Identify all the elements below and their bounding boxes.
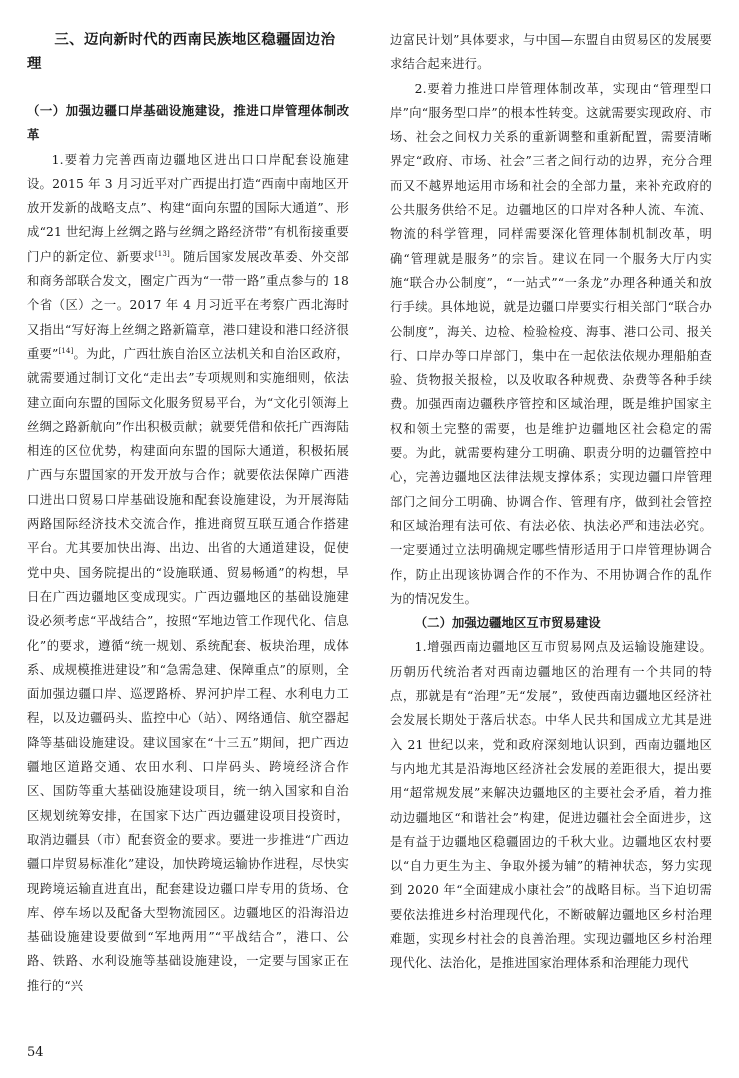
paragraph-1: [27, 148, 349, 998]
citation-14[interactable]: [14]: [58, 346, 74, 355]
paragraph-1-part-a: 1.要着力完善西南边疆地区进出口口岸配套设施建设。2015 年 3 月习近平对广西提出打造“西南中南地区开放开发新的战略支点”、构建“面向东盟的国际大通道”、形成“21 世纪海上丝绸之路与丝绸之路经济带”有机衔接重要门户的新定位、新要求: [27, 152, 349, 264]
right-column: [390, 28, 712, 976]
citation-13[interactable]: [13]: [154, 249, 170, 258]
subsection-title-2: （二）加强边疆地区互市贸易建设: [414, 615, 601, 631]
paragraph-1-part-b: 。随后国家发展改革委、外交部和商务部联合发文，圈定广西为“一带一路”重点参与的 18 个省（区）之一。2017 年 4 月习近平在考察广西北海时又指出“写好海上丝绸之路新篇章，港口建设和港口经济很重要”: [27, 249, 349, 361]
paragraph-2: 2.要着力推进口岸管理体制改革，实现由“管理型口岸”向“服务型口岸”的根本性转变。这就需要实现政府、市场、社会之间权力关系的重新调整和重新配置，需要清晰界定“政府、市场、社会”三者之间行动的边界，充分合理而又不越界地运用市场和社会的全部力量，来补充政府的公共服务供给不足。边疆地区的口岸对各种人流、车流、物流的科学管理，同样需要深化管理体制机制改革，明确“管理就是服务”的宗旨。建议在同一个服务大厅内实施“联合办公制度”，“一站式”“一条龙”办理各种通关和放行手续。具体地说，就是边疆口岸要实行相关部门“联合办公制度”，海关、边检、检验检疫、海事、港口公司、报关行、口岸办等口岸部门，集中在一起依法依规办理船舶查验、货物报关报检，以及收取各种规费、杂费等各种手续费。加强西南边疆秩序管控和区域治理，既是维护国家主权和领土完整的需要，也是维护边疆地区社会稳定的需要。为此，就需要构建分工明确、职责分明的边疆管控中心，完善边疆地区法律法规支撑体系；实现边疆口岸管理部门之间分工明确、协调合作、管理有序，做到社会管控和区域治理有法可依、有法必依、执法必严和违法必究。一定要通过立法明确规定哪些情形适用于口岸管理协调合作，防止出现该协调合作的不作为、不用协调合作的乱作为的情况发生。: [390, 81, 712, 606]
paragraph-3: 1.增强西南边疆地区互市贸易网点及运输设施建设。历朝历代统治者对西南边疆地区的治理有一个共同的特点，那就是有“治理”无“发展”，致使西南边疆地区经济社会发展长期处于落后状态。中华人民共和国成立尤其是进入 21 世纪以来，党和政府深刻地认识到，西南边疆地区与内地尤其是沿海地区经济社会发展的差距很大，提出要用“超常规发展”来解决边疆地区的主要社会矛盾，着力推动边疆地区“和谐社会”构建，促进边疆社会全面进步，这是有益于边疆地区稳疆固边的千秋大业。边疆地区农村要以“自力更生为主、争取外援为辅”的精神状态，努力实现到 2020 年“全面建成小康社会”的战略目标。当下迫切需要依法推进乡村治理现代化，不断破解边疆地区乡村治理难题，实现乡村社会的良善治理。实现边疆地区乡村治理现代化、法治化，是推进国家治理体系和治理能力现代: [390, 640, 712, 971]
paragraph-1-part-c: 。为此，广西壮族自治区立法机关和自治区政府，就需要通过制订文化“走出去”专项规则和实施细则，依法建立面向东盟的国际文化服务贸易平台，为“文化引领海上丝绸之路新航向”作出积极贡献；就要凭借和依托广西海陆相连的区位优势，构建面向东盟的国际大通道，积极拓展广西与东盟国家的开发开放与合作；就要依法保障广西港口进出口贸易口岸基础设施和配套设施建设，为开展海陆两路国际经济技术交流合作，推进商贸互联互通合作搭建平台。尤其要加快出海、出边、出省的大通道建设，促使党中央、国务院提出的“设施联通、贸易畅通”的构想，早日在广西边疆地区变成现实。广西边疆地区的基础设施建设必须考虑“平战结合”，按照“军地边管工作现代化、信息化”的要求，遵循“统一规划、系统配套、板块治理，成体系、成规模推进建设”和“急需急建、保障重点”的原则，全面加强边疆口岸、巡逻路桥、界河护岸工程、水利电力工程，以及边疆码头、监控中心（站）、网络通信、航空器起降等基础设施建设。建议国家在“十三五”期间，把广西边疆地区道路交通、农田水利、口岸码头、跨境经济合作区、国防等重大基础设施建设项目，统一纳入国家和自治区规划统筹安排，在国家下达广西边疆建设项目投资时，取消边疆县（市）配套资金的要求。要进一步推进“广西边疆口岸贸易标准化”建设，加快跨境运输协作进程，尽快实现跨境运输直进直出，配套建设边疆口岸专用的货场、仓库、停车场以及配备大型物流园区。边疆地区的沿海沿边基础设施建设要做到“军地两用”“平战结合”，港口、公路、铁路、水利设施等基础设施建设，一定要与国家正在推行的“兴: [27, 346, 349, 993]
page-number: 54: [27, 1045, 44, 1060]
paragraph-1-continuation: 边富民计划”具体要求，与中国—东盟自由贸易区的发展要求结合起来进行。: [390, 33, 712, 72]
left-column: [27, 28, 349, 998]
section-title: 三、迈向新时代的西南民族地区稳疆固边治理: [27, 32, 336, 72]
subsection-title-1: （一）加强边疆口岸基础设施建设，推进口岸管理体制改革: [27, 103, 349, 143]
